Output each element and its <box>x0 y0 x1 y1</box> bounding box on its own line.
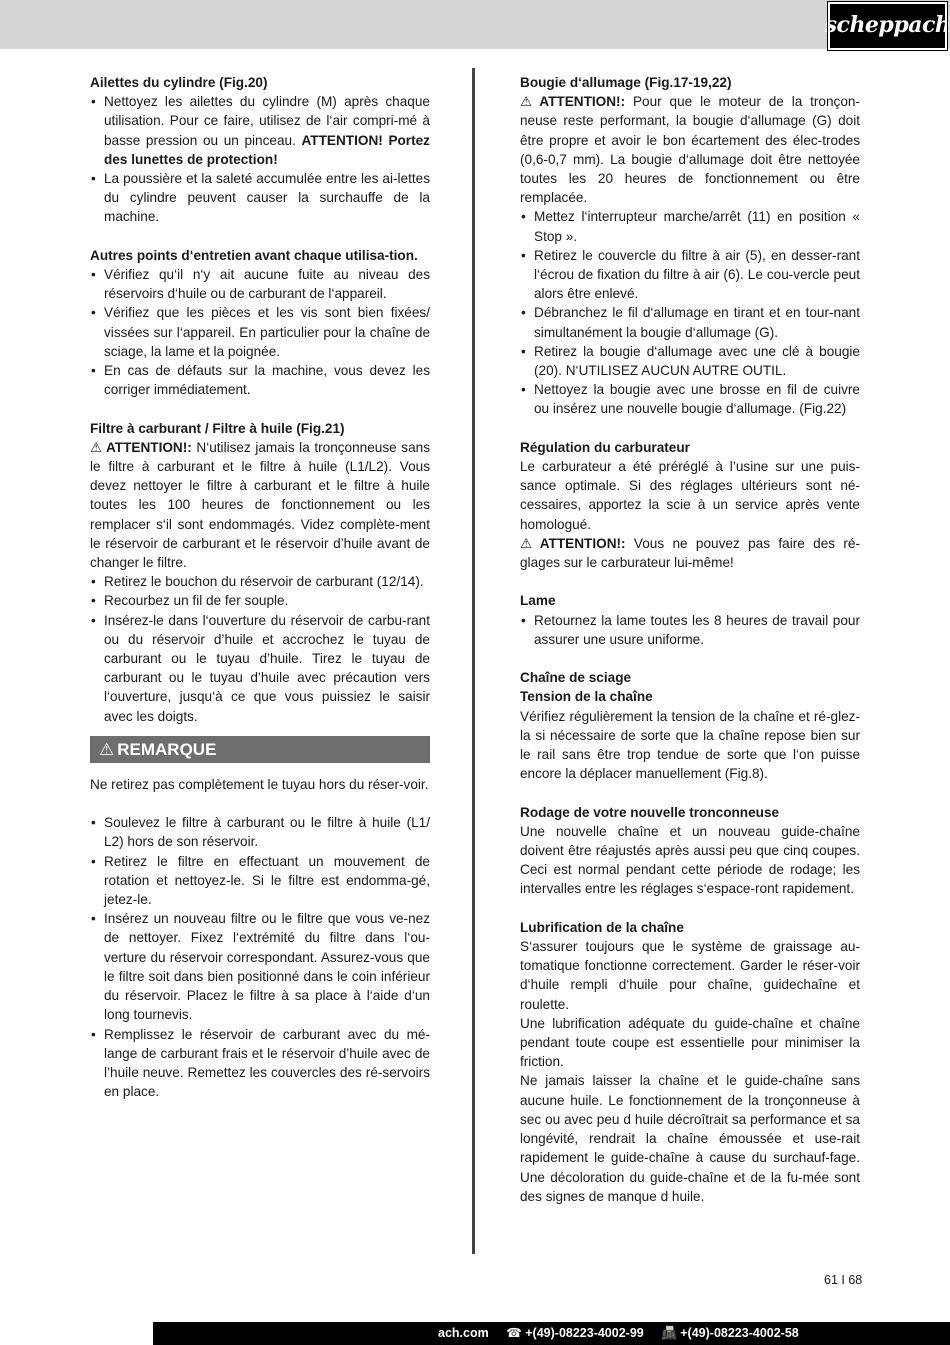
logo-text: scheppach <box>824 12 950 39</box>
list-item: • Remplissez le réservoir de carburant avec du mé-lange de carburant frais et le réservoir d’huile avec de l’huile neuve. Remettez les couvercles des ré-servoirs en place. <box>90 1025 430 1102</box>
list-item: • Retirez le filtre en effectuant un mouvement de rotation et nettoyez-le. Si le filtre est endomma-gé, jetez-le. <box>90 852 430 910</box>
left-column <box>90 73 430 1101</box>
list-item: • Nettoyez les ailettes du cylindre (M) après chaque utilisation. Pour ce faire, utilisez de l‘air compri-mé à basse pression ou un pinceau. ATTENTION! Portez des lunettes de protection! <box>90 92 430 169</box>
lubrication-text-2: Une lubrification adéquate du guide-chaîne et chaîne pendant toute coupe est essentielle pour minimiser la friction. <box>520 1015 860 1070</box>
fax-number: 📠 +(49)-08223-4002-58 <box>661 1326 799 1340</box>
fuel-filter-list <box>90 572 430 726</box>
warning-icon: ⚠ <box>90 439 103 455</box>
header-bar <box>0 0 950 49</box>
cylinder-fins-list <box>90 92 430 226</box>
remark-text: Ne retirez pas complètement le tuyau hors du réser-voir. <box>90 776 429 792</box>
column-divider <box>472 68 475 1254</box>
right-column <box>520 73 860 1206</box>
section-title-chain-lubrication: Lubrification de la chaîne <box>520 919 684 935</box>
other-maintenance-list <box>90 265 430 399</box>
fuel-filter-warning: ⚠ ATTENTION!: N‘utilisez jamais la tronçonneuse sans le filtre à carburant et le filtre à huile (L1/L2). Vous devez nettoyer le filtre à carburant et le filtre à huile toutes les 100 heures de fonctionnement ou les remplacer s‘il sont endommagés. Videz complète-ment le réservoir de carburant et le réservoir d’huile avant de changer le filtre. <box>90 439 430 571</box>
section-title-blade: Lame <box>520 593 556 609</box>
list-item: • Retirez le bouchon du réservoir de carburant (12/14). <box>90 572 430 591</box>
list-item: • Soulevez le filtre à carburant ou le filtre à huile (L1/ L2) hors de son réservoir. <box>90 813 430 851</box>
list-item: • Mettez l‘interrupteur marche/arrêt (11) en position « Stop ». <box>520 207 860 245</box>
list-item: • Vérifiez qu‘il n‘y ait aucune fuite au niveau des réservoirs d‘huile ou de carburant de l‘appareil. <box>90 265 430 303</box>
list-item: • En cas de défauts sur la machine, vous devez les corriger immédiatement. <box>90 361 430 399</box>
website-link[interactable]: ach.com <box>438 1326 489 1340</box>
warning-icon: ⚠ <box>99 739 115 759</box>
section-title-carburetor: Régulation du carburateur <box>520 439 690 455</box>
scheppach-logo <box>824 2 950 50</box>
list-item: • Insérez-le dans l‘ouverture du réservoir de carbu-rant ou du réservoir d’huile et accrochez le tuyau de carburant ou le tuyau d’huile. Tirez le tuyau de carburant ou le tuyau d’huile avec précaution vers l‘ouverture, jusqu‘à ce que vous puissiez le saisir avec les doigts. <box>90 611 430 726</box>
page-number: 61 I 68 <box>824 1273 863 1287</box>
list-item: • La poussière et la saleté accumulée entre les ai-lettes du cylindre peuvent causer la surchauffe de la machine. <box>90 169 430 227</box>
section-title-saw-chain: Chaîne de sciage <box>520 670 632 686</box>
footer-bar <box>153 1322 950 1345</box>
section-title-other-maintenance: Autres points d‘entretien avant chaque utilisa-tion. <box>90 247 418 263</box>
break-in-text: Une nouvelle chaîne et un nouveau guide-chaîne doivent être réajustés après aussi peu que cinq coupes. Ceci est normal pendant cette période de rodage; les intervalles entre les réglages s‘espace-ront rapidement. <box>520 823 860 897</box>
chain-tension-text: Vérifiez régulièrement la tension de la chaîne et ré-glez-la si nécessaire de sorte que la chaîne repose bien sur le rail sans être trop tendue de sorte que l‘on puisse encore la déplacer manuellement (Fig.8). <box>520 708 860 782</box>
warning-icon: ⚠ <box>520 535 537 551</box>
list-item: • Retirez la bougie d‘allumage avec une clé à bougie (20). N‘UTILISEZ AUCUN AUTRE OUTIL. <box>520 342 860 380</box>
remark-banner: ⚠ REMARQUE <box>90 736 430 763</box>
subsection-title-chain-tension: Tension de la chaîne <box>520 689 653 705</box>
phone-number: ☎ +(49)-08223-4002-99 <box>506 1326 644 1340</box>
section-title-cylinder-fins: Ailettes du cylindre (Fig.20) <box>90 75 268 90</box>
section-title-fuel-filter: Filtre à carburant / Filtre à huile (Fig.21) <box>90 420 345 436</box>
list-item: • Retirez le couvercle du filtre à air (5), en desser-rant l‘écrou de fixation du filtre à air (6). Le cou-vercle peut alors être enlevé. <box>520 246 860 304</box>
spark-plug-warning: ⚠ ATTENTION!: Pour que le moteur de la tronçon-neuse reste performant, la bougie d‘allumage (G) doit être propre et avoir le bon écartement des élec-trodes (0,6-0,7 mm). La bougie d‘allumage doit être nettoyée toutes les 20 heures de fonctionnement ou être remplacée. <box>520 94 861 206</box>
list-item: • Recourbez un fil de fer souple. <box>90 591 430 610</box>
list-item: • Vérifiez que les pièces et les vis sont bien fixées/ vissées sur l‘appareil. En particulier pour la chaîne de sciage, la lame et la poignée. <box>90 303 430 361</box>
warning-icon: ⚠ <box>520 94 537 110</box>
list-item: • Retournez la lame toutes les 8 heures de travail pour assurer une usure uniforme. <box>520 611 860 649</box>
carburetor-text: Le carburateur a été préréglé à l’usine sur une puis-sance optimale. Si des réglages ultérieurs sont né-cessaires, apportez la scie à un service après vente homologué. <box>520 459 860 532</box>
spark-plug-list <box>520 207 860 418</box>
list-item: • Insérez un nouveau filtre ou le filtre que vous ve-nez de nettoyer. Fixez l‘extrémité du filtre dans l‘ou-verture du réservoir correspondant. Assurez-vous que le filtre soit dans bien positionné dans le coin inférieur du réservoir. Placez le filtre à sa place à l‘aide d‘un long tournevis. <box>90 909 430 1024</box>
lubrication-text-3: Ne jamais laisser la chaîne et le guide-chaîne sans aucune huile. Le fonctionnement de la tronçonneuse à sec ou avec peu d huile décroîtrait sa performance et sa longévité, rendrait la chaîne émoussée et use-rait rapidement le guide-chaîne à cause du surchauf-fage. Une décoloration du guide-chaîne et de la fu-mée sont des signes de manque d huile. <box>520 1073 860 1204</box>
lubrication-text-1: S‘assurer toujours que le système de graissage au-tomatique fonctionne correctement. Garder le réser-voir d‘huile rempli d‘huile pour chaîne, guidechaîne et roulette. <box>520 939 860 1012</box>
list-item: • Débranchez le fil d‘allumage en tirant et en tour-nant simultanément la bougie d‘allumage (G). <box>520 303 860 341</box>
blade-list <box>520 611 860 649</box>
filter-replacement-list <box>90 813 430 1101</box>
section-title-spark-plug: Bougie d‘allumage (Fig.17-19,22) <box>520 75 732 90</box>
carburetor-warning: ⚠ ATTENTION!: Vous ne pouvez pas faire des ré-glages sur le carburateur lui-même! <box>520 535 860 571</box>
list-item: • Nettoyez la bougie avec une brosse en fil de cuivre ou insérez une nouvelle bougie d‘allumage. (Fig.22) <box>520 380 860 418</box>
contact-info <box>438 1322 813 1345</box>
section-title-break-in: Rodage de votre nouvelle tronconneuse <box>520 804 780 820</box>
